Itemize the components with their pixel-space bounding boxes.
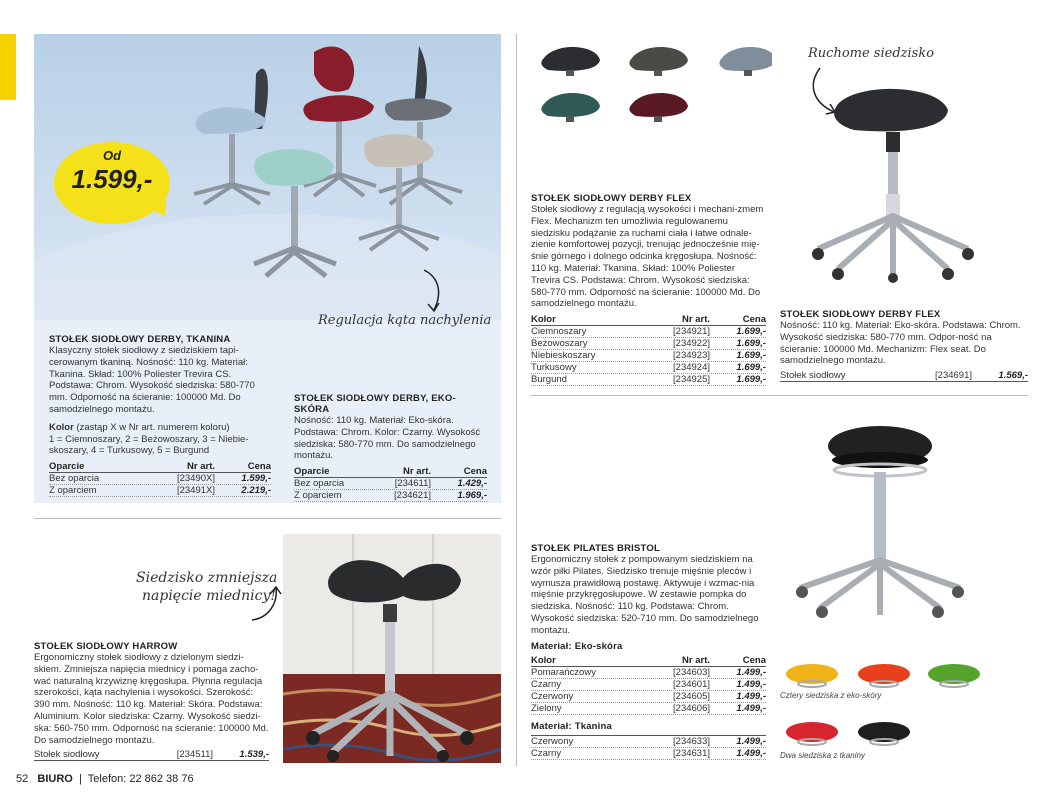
table-row: Z oparciem [23491X] 2.219,- — [49, 485, 271, 497]
phone-number: Telefon: 22 862 38 76 — [87, 773, 194, 785]
derby-eko-block — [294, 393, 487, 502]
table-row: Pomarańczowy [234603] 1.499,- — [531, 666, 766, 678]
moving-seat-annotation: Ruchome siedzisko — [808, 46, 935, 61]
pilates-fabric-swatches — [784, 718, 924, 752]
swatch-green — [928, 664, 980, 687]
product-title: STOŁEK SIODŁOWY DERBY FLEX — [531, 193, 692, 204]
table-row: Z oparciem [234621] 1.969,- — [294, 490, 487, 502]
table-row: Stołek siodłowy [234511] 1.539,- — [34, 749, 269, 761]
table-row: Czerwony [234605] 1.499,- — [531, 690, 766, 702]
product-title: STOŁEK SIODŁOWY DERBY, EKO-SKÓRA — [294, 393, 456, 415]
stool-light-blue — [194, 69, 270, 204]
divider — [531, 395, 1028, 396]
table-row: Czerwony [234633] 1.499,- — [531, 735, 766, 747]
pilates-eko-swatches — [784, 660, 984, 694]
derby-flex-eko-block — [780, 309, 1028, 382]
table-row: Ciemnoszary [234921] 1.699,- — [531, 326, 766, 338]
section-tab — [0, 34, 16, 100]
curved-arrow-icon — [420, 268, 444, 314]
divider — [516, 34, 517, 766]
product-title: STOŁEK PILATES BRISTOL — [531, 543, 660, 554]
price-table — [780, 370, 1028, 382]
product-description: Klasyczny stołek siodłowy z siedziskiem tapi-cerowanym tkaniną. Nośność: 110 kg. Materiał: Tkanina. Skład: 100% Poliester Trevira CS. Podstawa: Chrom. Wysokość siedziska: 580-770 mm. Odporność na ścieranie: 100000 Md. Do samodzielnego montażu. — [49, 345, 255, 415]
table-row: Burgund [234925] 1.699,- — [531, 374, 766, 386]
section-name: BIURO — [37, 773, 73, 785]
table-row: Bez oparcia [234611] 1.429,- — [294, 478, 487, 490]
seat-turquoise — [541, 93, 600, 122]
table-row: Czarny [234631] 1.499,- — [531, 747, 766, 759]
caption-fabric: Dwa siedziska z tkaniny — [780, 751, 865, 760]
price-table — [49, 461, 271, 497]
table-row: Zielony [234606] 1.499,- — [531, 702, 766, 714]
swatch-red-eko — [858, 664, 910, 687]
tilt-annotation: Regulacja kąta nachylenia — [318, 313, 492, 328]
product-title: STOŁEK SIODŁOWY HARROW — [34, 641, 178, 652]
table-row: Turkusowy [234924] 1.699,- — [531, 362, 766, 374]
divider — [34, 518, 501, 519]
derby-flex-stool-image — [808, 74, 978, 284]
seat-burgundy — [629, 93, 688, 122]
color-info — [49, 422, 271, 434]
swatch-orange — [786, 664, 838, 687]
price-table — [531, 735, 766, 760]
table-row: Beżowoszary [234922] 1.699,- — [531, 338, 766, 350]
price-table — [531, 655, 766, 715]
material-heading-eko: Materiał: Eko-skóra — [531, 640, 623, 652]
page-number: 52 — [16, 773, 29, 785]
page-footer: 52 BIURO | Telefon: 22 862 38 76 — [16, 773, 194, 785]
table-row: Czarny [234601] 1.499,- — [531, 678, 766, 690]
product-title: STOŁEK SIODŁOWY DERBY, TKANINA — [49, 334, 231, 345]
harrow-block — [34, 641, 269, 761]
stool-grey — [379, 46, 462, 204]
harrow-annotation-line2: napięcie miednicy! — [142, 588, 277, 604]
product-description: Ergonomiczny stołek siodłowy z dzielonym siedzi-skiem. Zmniejsza napięcia miednicy i pomaga zacho-wać naturalną krzywiznę kręgosłupa. Płynna regulacja szerokości, kąta nachylenia i wysokości. Szerokość: 390 mm. Nośność: 110 kg. Materiał: Skóra. Podstawa: Aluminium. Kolor siedziska: Czarny. Wysokość siedzi-ska: 560-750 mm. Odporność na ścieranie: 100000 Md. Do samodzielnego montażu. — [34, 652, 269, 746]
product-description: Nośność: 110 kg. Materiał: Eko-skóra. Podstawa: Chrom. Kolor: Czarny. Wysokość siedziska: 580-770 mm. Do samodzielnego montażu. — [294, 415, 481, 462]
seat-beige-grey — [629, 47, 688, 76]
price-value: 1.599,- — [71, 164, 153, 194]
harrow-annotation-line1: Siedzisko zmniejsza — [136, 570, 278, 586]
product-description: Ergonomiczny stołek z pompowanym siedziskiem na wzór piłki Pilates. Siedzisko trenuje mięśnie pleców i wymusza prawidłową postawę. Aktywuje i wzmac-nia mięśnie przykręgosłupowe. W zestawie pompka do siedziska. Nośność: 110 kg. Podstawa: Chrom. Wysokość siedziska: 520-710 mm. Do samodzielnego montażu. — [531, 554, 759, 636]
table-header: Oparcie Nr art. Cena — [294, 466, 487, 478]
product-description: Stołek siodłowy z regulacją wysokości i mechani-zmem Flex. Mechanizm ten umożliwia regulowanemu siedzisku podążanie za ruchami ciała i łatwe odnale-zienie komfortowej pozycji, trenując jednocześnie mię-śnie górnego i dolnego odcinka kręgosłupa. Nośność: 110 kg. Materiał: Tkanina. Skład: 100% Poliester Trevira CS. Podstawa: Chrom. Wysokość siedziska: 580-770 mm. Odporność na ścieranie: 100000 Md. Do samodzielnego montażu. — [531, 204, 764, 310]
table-header: Kolor Nr art. Cena — [531, 654, 766, 666]
table-header: Kolor Nr art. Cena — [531, 314, 766, 326]
table-header: Oparcie Nr art. Cena — [49, 461, 271, 473]
material-heading-fabric: Materiał: Tkanina — [531, 720, 613, 732]
curved-arrow-icon — [248, 584, 284, 628]
pilates-block — [531, 543, 766, 760]
harrow-stool-image — [283, 534, 501, 763]
table-row: Bez oparcia [23490X] 1.599,- — [49, 473, 271, 485]
derby-flex-tkanina-block — [531, 193, 766, 386]
flex-color-variants — [536, 38, 772, 136]
price-table — [34, 749, 269, 761]
color-note: (zastąp X w Nr art. numerem koloru) — [73, 421, 230, 433]
price-prefix: Od — [102, 148, 122, 163]
seat-dark-grey — [541, 47, 600, 76]
caption-eko: Cztery siedziska z eko-skóry — [780, 691, 882, 700]
product-title: STOŁEK SIODŁOWY DERBY FLEX — [780, 309, 941, 320]
color-codes: 1 = Ciemnoszary, 2 = Beżowoszary, 3 = Niebie-skoszary, 4 = Turkusowy, 5 = Burgund — [49, 433, 249, 457]
swatch-black-fabric — [858, 722, 910, 745]
seat-blue-grey — [719, 47, 772, 76]
table-row: Niebieskoszary [234923] 1.699,- — [531, 350, 766, 362]
pilates-stool-image — [790, 420, 970, 620]
product-description: Nośność: 110 kg. Materiał: Eko-skóra. Podstawa: Chrom. Wysokość siedziska: 580-770 mm. Odpor-ność na ścieranie: 100000 Md. Mechanizm: Flex seat. Do samodzielnego montażu. — [780, 320, 1021, 367]
price-table — [531, 314, 766, 386]
table-row: Stołek siodłowy [234691] 1.569,- — [780, 370, 1028, 382]
color-label: Kolor — [49, 421, 74, 433]
harrow-photo — [283, 534, 501, 763]
swatch-red-fabric — [786, 722, 838, 745]
price-table — [294, 466, 487, 502]
derby-tkanina-block — [49, 334, 271, 497]
